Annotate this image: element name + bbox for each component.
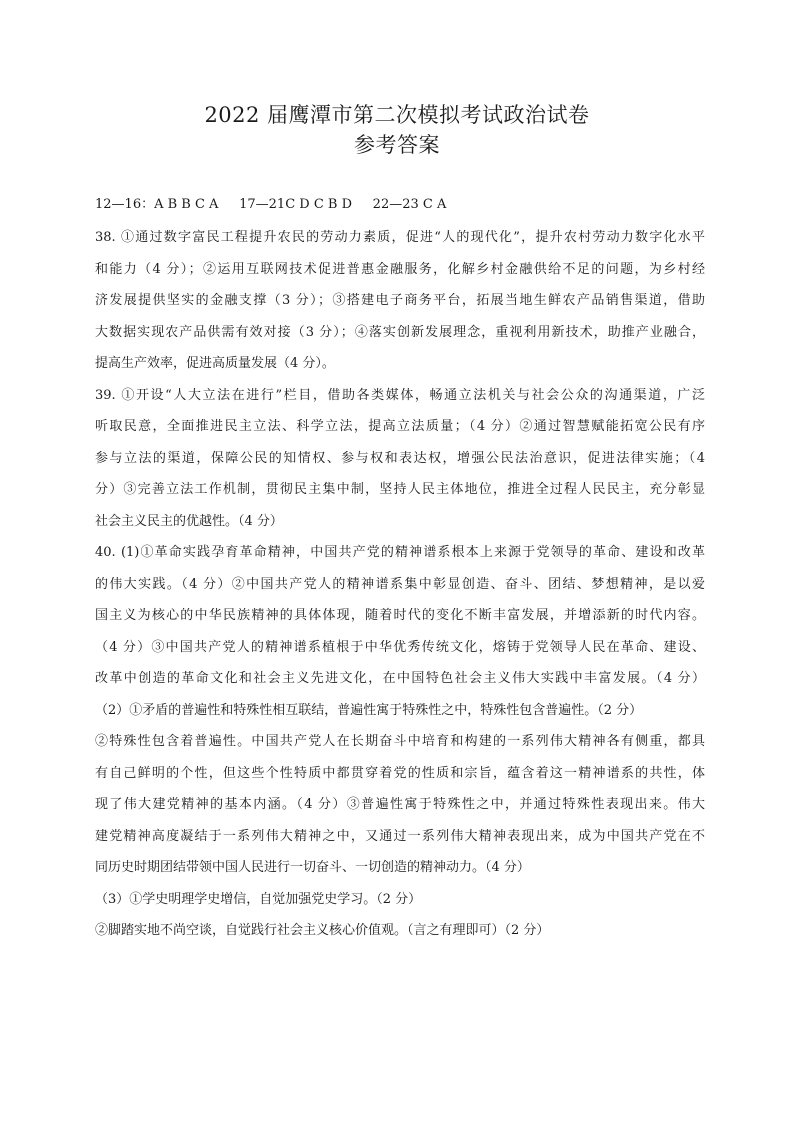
answer-line: 社会主义民主的优越性。（4 分） <box>95 513 283 529</box>
answer-line: 参与立法的渠道，保障公民的知情权、参与权和表达权，增强公民法治意识，促进法律实施；（4 <box>95 450 705 466</box>
answer-line-q40: 40. (1)①革命实践孕育革命精神，中国共产党的精神谱系根本上来源于党领导的革命、建设和改革 <box>95 545 705 560</box>
document-subtitle: 参考答案 <box>354 133 440 157</box>
answer-line: （4 分）③中国共产党人的精神谱系植根于中华优秀传统文化，熔铸于党领导人民在革命、建设、 <box>95 639 705 655</box>
answer-line-q40-2: （2）①矛盾的普遍性和特殊性相互联结，普遍性寓于特殊性之中，特殊性包含普遍性。（2 分） <box>95 702 643 718</box>
answer-line: 分）③完善立法工作机制，贯彻民主集中制，坚持人民主体地位，推进全过程人民民主，充分彰显 <box>95 482 705 497</box>
answer-line: 听取民意，全面推进民主立法、科学立法，提高立法质量；（4 分）②通过智慧赋能拓宽公民有序 <box>95 419 705 434</box>
answer-line-q38: 38. ①通过数字富民工程提升农民的劳动力素质，促进“人的现代化”，提升农村劳动力数字化水平 <box>95 230 705 245</box>
answer-line: 和能力（4 分）；②运用互联网技术促进普惠金融服务，化解乡村金融供给不足的问题，为乡村经 <box>95 261 705 277</box>
answer-line: 现了伟大建党精神的基本内涵。（4 分）③普遍性寓于特殊性之中，并通过特殊性表现出来。伟大 <box>95 797 705 812</box>
document-title: 2022 届鹰潭市第二次模拟考试政治试卷 <box>204 103 590 127</box>
answer-line: 的伟大实践。（4 分）②中国共产党人的精神谱系集中彰显创造、奋斗、团结、梦想精神，是以爱 <box>95 576 705 592</box>
multiple-choice-answers: 12—16：A B B C A 17—21C D C B D 22—23 C A <box>95 197 447 212</box>
answer-line: 国主义为核心的中华民族精神的具体体现，随着时代的变化不断丰富发展，并增添新的时代内容。 <box>95 608 705 623</box>
answer-line: 建党精神高度凝结于一系列伟大精神之中，又通过一系列伟大精神表现出来，成为中国共产党在不 <box>95 828 705 844</box>
answer-line: 济发展提供坚实的金融支撑（3 分）；③搭建电子商务平台，拓展当地生鲜农产品销售渠道，借助 <box>95 293 705 308</box>
answer-line-q39: 39. ①开设“人大立法在进行”栏目，借助各类媒体，畅通立法机关与社会公众的沟通渠道，广泛 <box>95 387 705 403</box>
answer-line: 提高生产效率，促进高质量发展（4 分）。 <box>95 356 335 371</box>
answer-line: 改革中创造的革命文化和社会主义先进文化，在中国特色社会主义伟大实践中丰富发展。（4 分） <box>95 671 705 686</box>
answer-line: 大数据实现农产品供需有效对接（3 分）；④落实创新发展理念，重视利用新技术，助推产业融合， <box>95 324 705 340</box>
answer-line: ②脚踏实地不尚空谈，自觉践行社会主义核心价值观。（言之有理即可）（2 分） <box>95 923 550 938</box>
answer-body <box>95 222 705 947</box>
answer-line: 有自己鲜明的个性，但这些个性特质中都贯穿着党的性质和宗旨，蕴含着这一精神谱系的共性，体 <box>95 765 705 781</box>
answer-line-q40-3: （3）①学史明理学史增信，自觉加强党史学习。（2 分） <box>95 891 422 907</box>
answer-line: ②特殊性包含着普遍性。中国共产党人在长期奋斗中培育和构建的一系列伟大精神各有侧重，都具 <box>95 734 705 749</box>
answer-line: 同历史时期团结带领中国人民进行一切奋斗、一切创造的精神动力。（4 分） <box>95 860 530 875</box>
